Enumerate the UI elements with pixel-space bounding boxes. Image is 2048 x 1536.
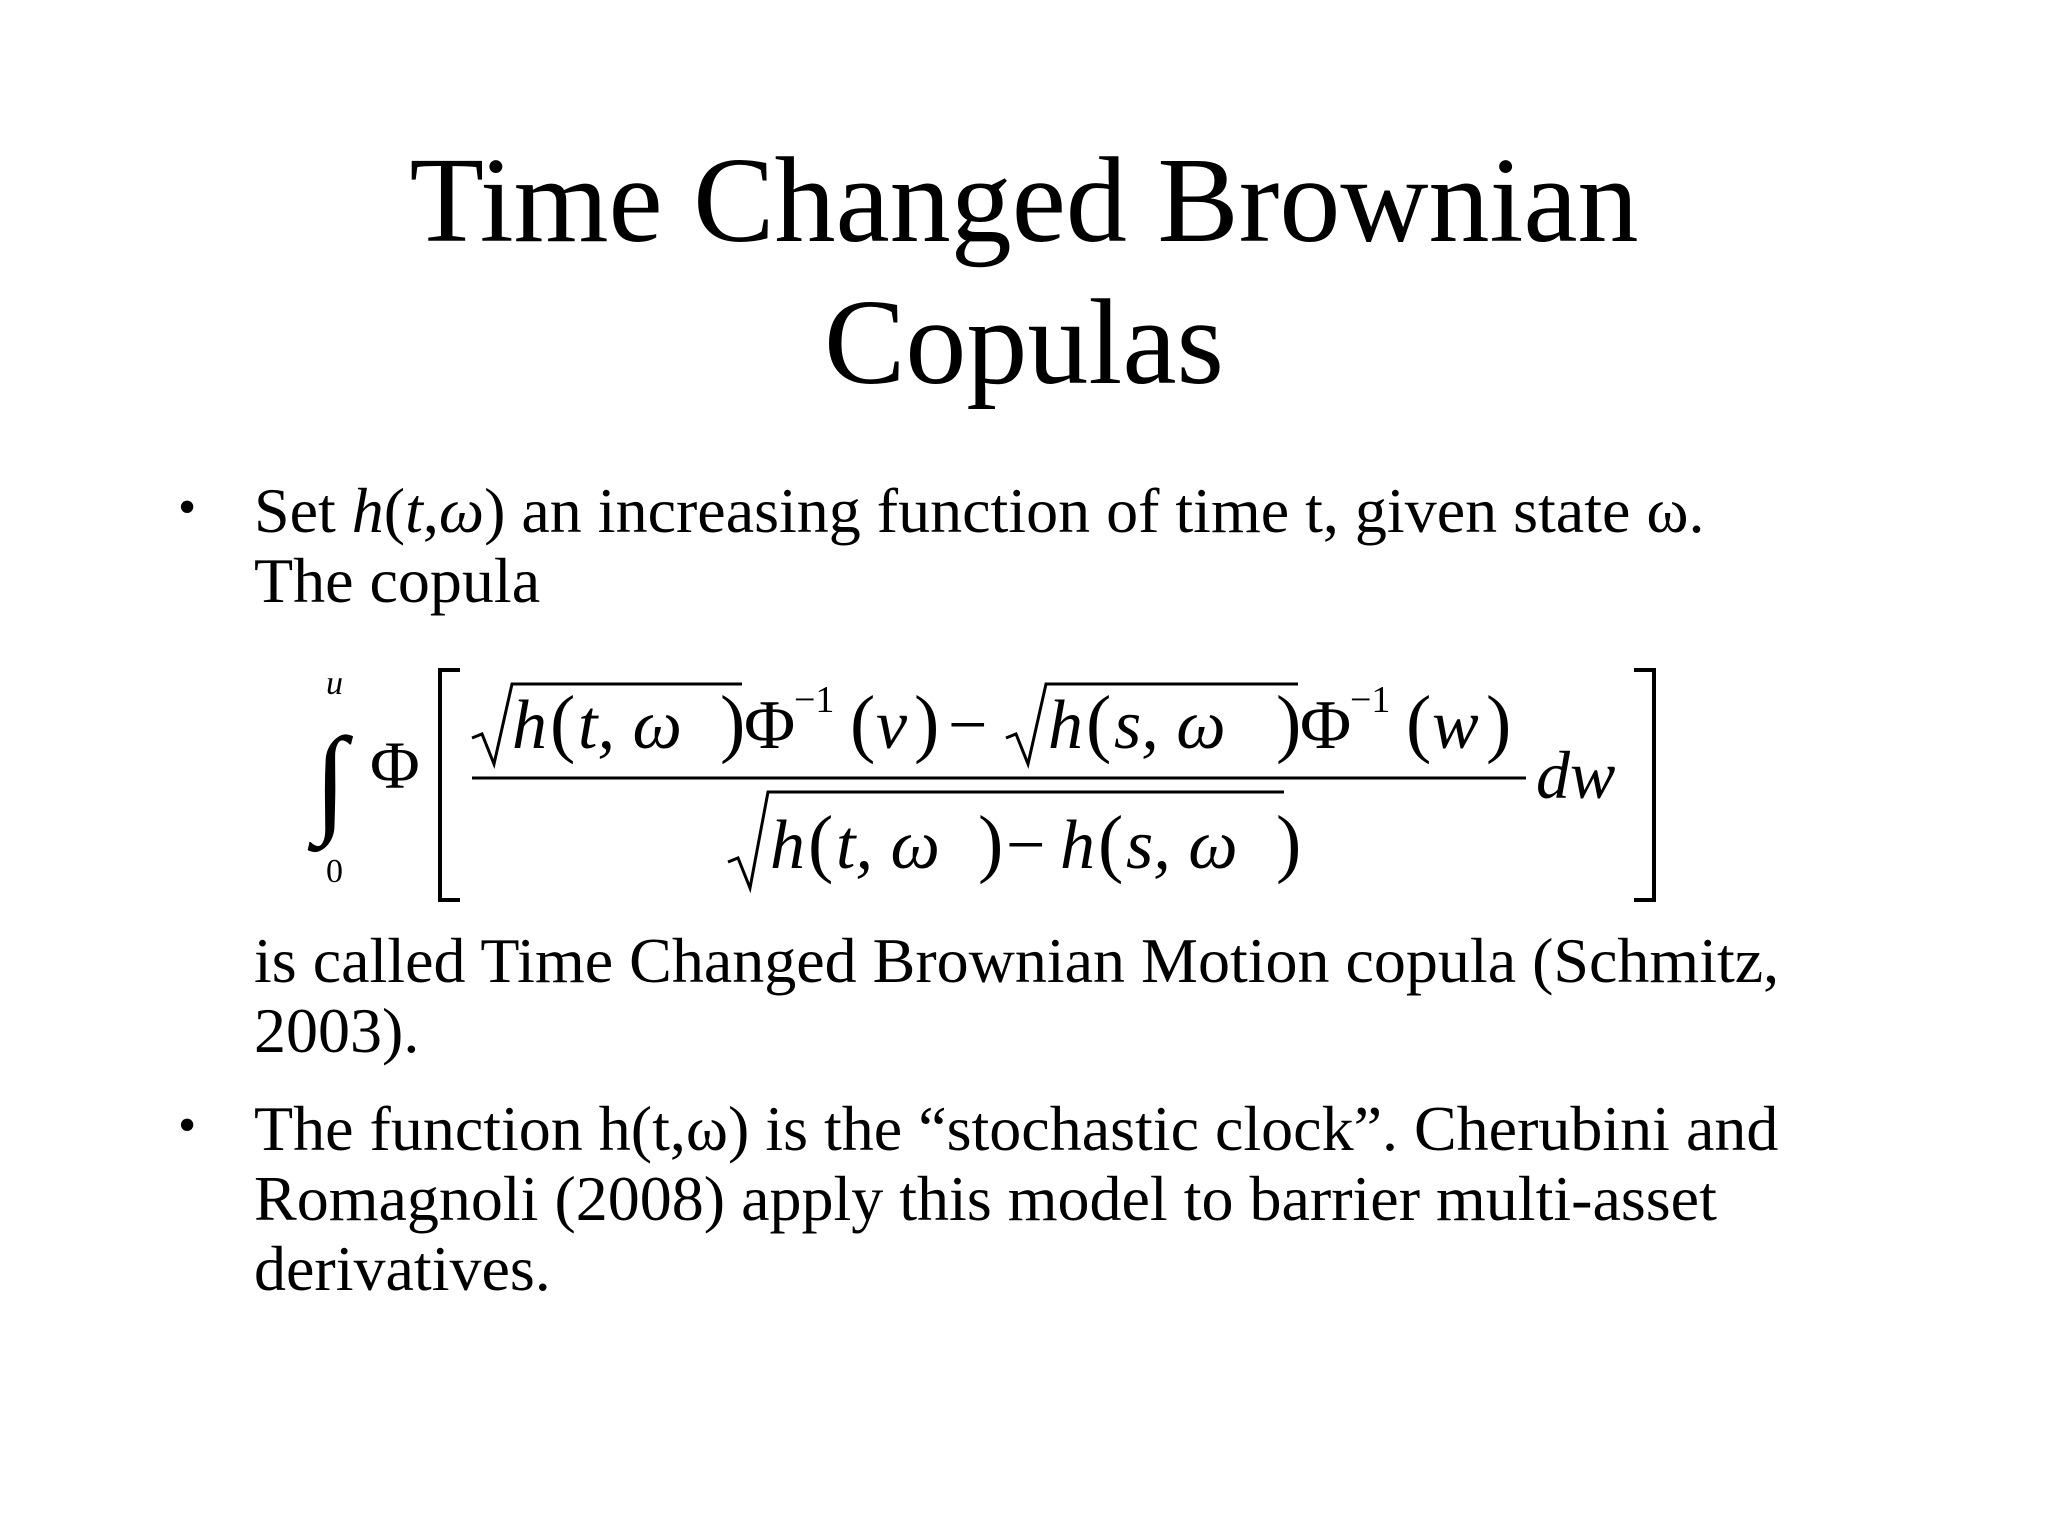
bullet-1-h-var: h: [351, 475, 384, 546]
bullet-1-line-2: The copula: [254, 545, 541, 616]
den-args-2: s, ω: [1126, 807, 1238, 884]
num-var-w: w: [1432, 687, 1479, 764]
bullet-1-comma: ,: [422, 475, 439, 546]
bullet-2-marker: •: [178, 1097, 197, 1154]
num-h-1: h: [512, 687, 547, 764]
differential-dw: dw: [1536, 737, 1616, 813]
num-paren-close-2: ): [914, 681, 940, 765]
den-paren-close-2: ): [1276, 801, 1302, 885]
bullet-2-line-2: Romagnoli (2008) apply this model to barrier multi-asset: [254, 1163, 1717, 1234]
den-paren-open-2: (: [1098, 801, 1124, 885]
bullet-1-line-3: is called Time Changed Brownian Motion copula (Schmitz,: [254, 925, 1780, 996]
bullet-1-text-rest: ) an increasing function of time t, given state ω.: [484, 475, 1705, 546]
integral-sign: ∫: [314, 713, 347, 846]
num-paren-open-3: (: [1086, 681, 1112, 765]
den-paren-open-1: (: [808, 801, 834, 885]
right-bracket: [1634, 670, 1654, 900]
den-h-1: h: [770, 807, 805, 884]
num-paren-open-2: (: [850, 681, 876, 765]
bullet-2-line-3: derivatives.: [254, 1233, 551, 1304]
copula-formula: [300, 650, 1700, 910]
slide-title: [0, 130, 2048, 414]
den-paren-close-1: ): [978, 801, 1004, 885]
num-phi-inv-1: Φ: [744, 687, 796, 764]
den-args-1: t, ω: [836, 807, 940, 884]
num-paren-close-3: ): [1276, 681, 1302, 765]
den-h-2: h: [1060, 807, 1095, 884]
num-args-2: s, ω: [1114, 687, 1226, 764]
title-line-1: Time Changed Brownian: [409, 133, 1639, 268]
num-phi-inv-2: Φ: [1300, 687, 1352, 764]
bullet-1-t-var: t: [405, 475, 423, 546]
integral-upper-limit: u: [326, 665, 343, 702]
bullet-1-marker: •: [178, 479, 197, 536]
left-bracket: [440, 670, 460, 900]
num-paren-close-1: ): [720, 681, 746, 765]
num-paren-close-4: ): [1486, 681, 1512, 765]
bullet-1-line-4: 2003).: [254, 995, 420, 1066]
num-paren-open-1: (: [550, 681, 576, 765]
num-var-v: v: [876, 687, 908, 764]
num-inv-exp-2: −1: [1350, 679, 1391, 721]
num-args-1: t, ω: [578, 687, 682, 764]
num-minus: −: [948, 687, 988, 764]
bullet-1-text-set: Set: [254, 475, 352, 546]
bullet-2-line-1: The function h(t,ω) is the “stochastic clock”. Cherubini and: [254, 1093, 1779, 1164]
bullet-1-omega-var: ω: [438, 475, 485, 546]
integral-lower-limit: 0: [326, 853, 343, 890]
num-h-2: h: [1048, 687, 1083, 764]
bullet-1-line-1: [254, 476, 1705, 546]
title-line-2: Copulas: [824, 275, 1224, 410]
num-inv-exp-1: −1: [794, 679, 835, 721]
num-paren-open-4: (: [1406, 681, 1432, 765]
den-minus: −: [1006, 807, 1046, 884]
phi-symbol: Φ: [370, 727, 420, 803]
bullet-1-paren: (: [383, 475, 406, 546]
